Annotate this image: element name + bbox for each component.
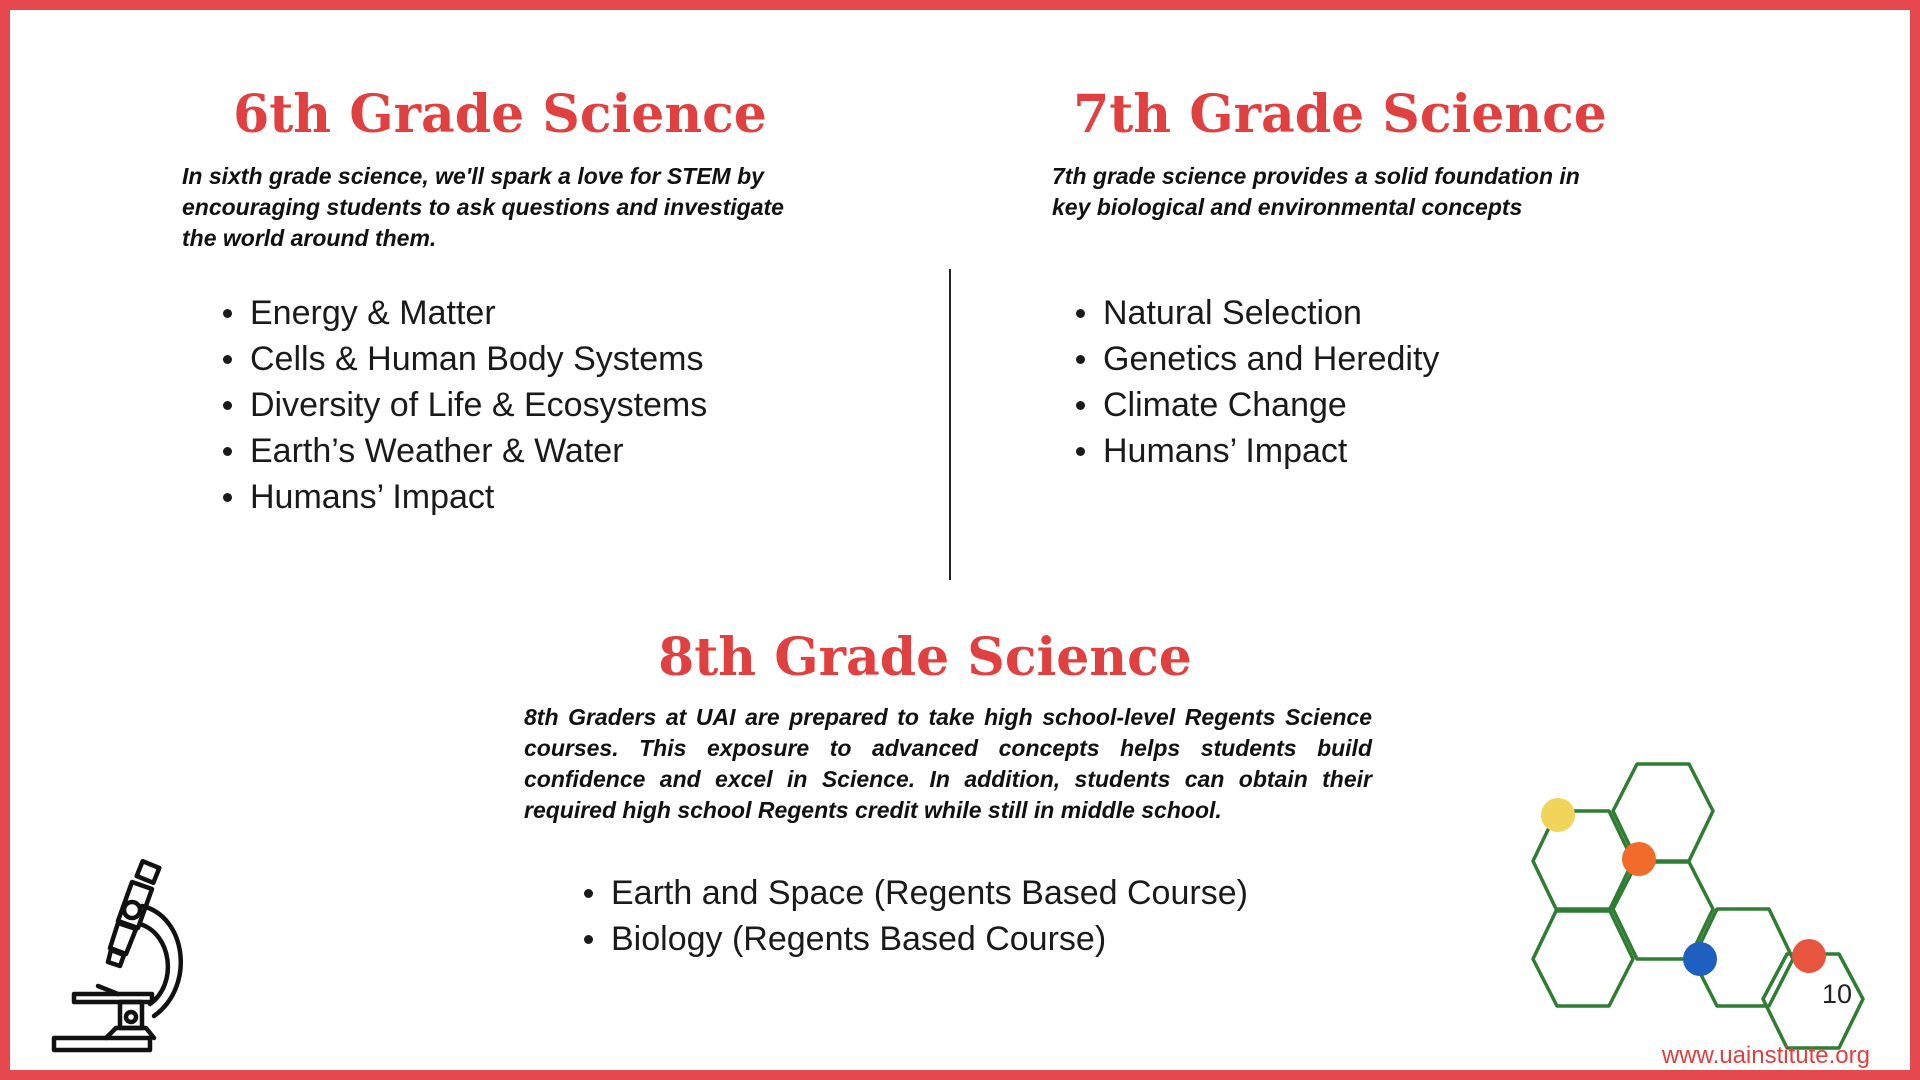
grade6-intro-line: In sixth grade science, we'll spark a love for STEM by: [182, 163, 764, 189]
grade7-topic-item: Climate Change: [1103, 382, 1439, 428]
grade7-topic-item: Humans’ Impact: [1103, 428, 1439, 474]
grade7-title: 7th Grade Science: [1073, 84, 1607, 145]
grade6-intro-line: the world around them.: [182, 225, 437, 251]
website-link[interactable]: www.uainstitute.org: [1661, 1042, 1870, 1069]
grade8-title: 8th Grade Science: [658, 627, 1192, 688]
grade8-topic-item: Biology (Regents Based Course): [611, 916, 1248, 962]
grade7-topic-item: Genetics and Heredity: [1103, 336, 1439, 382]
grade6-topic-item: Diversity of Life & Ecosystems: [250, 382, 707, 428]
grade8-topic-list: [581, 870, 1248, 962]
molecule-dot-red: [1792, 939, 1826, 973]
grade8-intro: 8th Graders at UAI are prepared to take high school-level Regents Science courses. This exposure to advanced concepts helps students build confidence and excel in Science. In addition, students can obtain their required high school Regents credit while still in middle school.: [524, 704, 1372, 823]
grade7-intro-line: 7th grade science provides a solid foundation in: [1052, 163, 1580, 189]
molecule-dot-blue: [1683, 942, 1717, 976]
page-number: 10: [1821, 979, 1853, 1009]
molecule-dot-yellow: [1541, 798, 1575, 832]
hexagon-shape: [1533, 909, 1633, 1006]
grade6-intro: [182, 161, 902, 254]
microscope-icon: [46, 856, 196, 1060]
grade6-topic-item: Humans’ Impact: [250, 474, 707, 520]
grade6-topic-item: Energy & Matter: [250, 290, 707, 336]
molecule-dot-orange: [1622, 842, 1656, 876]
grade8-topic-item: Earth and Space (Regents Based Course): [611, 870, 1248, 916]
grade7-topic-item: Natural Selection: [1103, 290, 1439, 336]
grade7-topic-list: [1073, 290, 1439, 474]
grade6-topic-item: Cells & Human Body Systems: [250, 336, 707, 382]
grade6-topic-list: [220, 290, 707, 520]
grade7-intro: [1052, 161, 1752, 223]
grade6-topic-item: Earth’s Weather & Water: [250, 428, 707, 474]
grade6-intro-line: encouraging students to ask questions and investigate: [182, 194, 784, 220]
column-divider: [949, 269, 951, 580]
grade7-intro-line: key biological and environmental concepts: [1052, 194, 1523, 220]
grade6-title: 6th Grade Science: [233, 84, 767, 145]
